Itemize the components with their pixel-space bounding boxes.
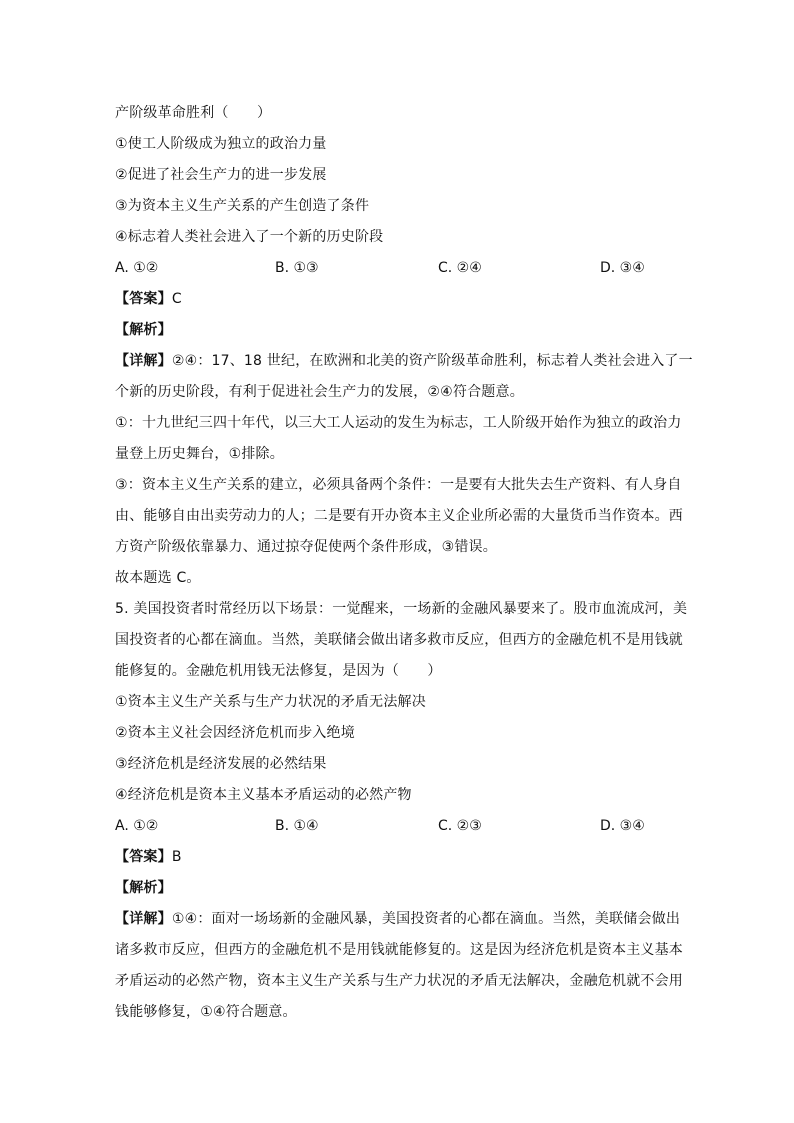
q5-detail-line-1 [115,904,685,935]
q4-detail-line-4: 量登上历史舞台，①排除。 [115,446,284,462]
q5-answer [115,842,685,873]
q4-option-3: ③为资本主义生产关系的产生创造了条件 [115,198,370,214]
q4-option-1: ①使工人阶级成为独立的政治力量 [115,136,327,152]
q5-option-2: ②资本主义社会因经济危机而步入绝境 [115,725,355,741]
answer-value: B [171,849,182,865]
detail-text: ②④：17、18 世纪，在欧洲和北美的资产阶级革命胜利，标志着人类社会进入了一 [171,353,693,369]
detail-tag: 【详解】 [115,353,172,369]
q4-choice-a: A. ①② [115,260,159,276]
q5-detail-line-4: 钱能够修复，①④符合题意。 [115,1004,297,1020]
q5-option-4: ④经济危机是资本主义基本矛盾运动的必然产物 [115,787,412,803]
q5-choice-a: A. ①② [115,818,159,834]
q4-detail-line-3: ①：十九世纪三四十年代，以三大工人运动的发生为标志，工人阶级开始作为独立的政治力 [115,415,682,431]
detail-tag: 【详解】 [115,911,172,927]
q4-detail-line-1 [115,346,693,377]
q4-choice-c: C. ②④ [438,260,482,276]
q5-choice-b: B. ①④ [275,818,319,834]
q5-stem-line-3: 能修复的。金融危机用钱无法修复，是因为（ ） [115,663,442,679]
q5-stem-line-2: 国投资者的心都在滴血。当然，美联储会做出诸多救市反应，但西方的金融危机不是用钱就 [115,632,683,648]
answer-value: C [171,291,182,307]
answer-tag: 【答案】 [115,849,172,865]
q5-option-3: ③经济危机是经济发展的必然结果 [115,756,327,772]
q5-stem-line-1: 5. 美国投资者时常经历以下场景：一觉醒来，一场新的金融风暴要来了。股市血流成河，美 [115,601,688,617]
q4-answer [115,284,685,315]
q4-choice-b: B. ①③ [275,260,319,276]
q5-analysis-tag: 【解析】 [115,880,172,896]
detail-text: ①④：面对一场场新的金融风暴，美国投资者的心都在滴血。当然，美联储会做出 [171,911,681,927]
document-page [115,98,693,1028]
q5-option-1: ①资本主义生产关系与生产力状况的矛盾无法解决 [115,694,426,710]
q5-detail-line-3: 矛盾运动的必然产物，资本主义生产关系与生产力状况的矛盾无法解决，金融危机就不会用 [115,973,683,989]
q4-option-4: ④标志着人类社会进入了一个新的历史阶段 [115,229,384,245]
answer-tag: 【答案】 [115,291,172,307]
q4-choice-d: D. ③④ [600,260,645,276]
q4-detail-line-6: 由、能够自由出卖劳动力的人；二是要有开办资本主义企业所必需的大量货币当作资本。西 [115,508,683,524]
q4-detail-line-2: 个新的历史阶段，有利于促进社会生产力的发展，②④符合题意。 [115,384,524,400]
q4-detail-line-7: 方资产阶级依靠暴力、通过掠夺促使两个条件形成，③错误。 [115,539,497,555]
q5-detail-line-2: 诸多救市反应，但西方的金融危机不是用钱就能修复的。这是因为经济危机是资本主义基本 [115,942,683,958]
q4-conclusion: 故本题选 C。 [115,570,201,586]
q4-detail-line-5: ③：资本主义生产关系的建立，必须具备两个条件：一是要有大批失去生产资料、有人身自 [115,477,682,493]
q4-choices [115,253,685,284]
q5-choice-d: D. ③④ [600,818,645,834]
q5-choices [115,811,685,842]
q4-stem-tail: 产阶级革命胜利（ ） [115,105,272,121]
q5-choice-c: C. ②③ [438,818,482,834]
q4-option-2: ②促进了社会生产力的进一步发展 [115,167,327,183]
q4-analysis-tag: 【解析】 [115,322,172,338]
